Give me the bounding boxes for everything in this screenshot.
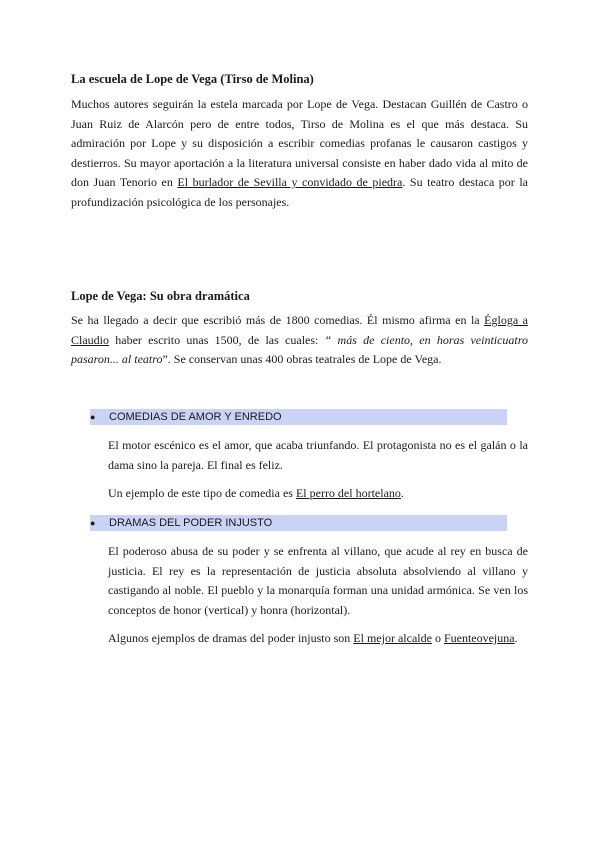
example-text-mid: o — [431, 631, 444, 645]
link-burlador-sevilla[interactable]: El burlador de Sevilla y convidado de piedra — [177, 175, 403, 189]
paragraph-lope — [71, 311, 528, 370]
paragraph-comedias-example — [108, 484, 528, 504]
paragraph-lope-text: Se ha llegado a decir que escribió más de 1800 comedias. Él mismo afirma en la — [71, 313, 485, 327]
paragraph-tirso — [71, 95, 528, 212]
link-perro-hortelano[interactable]: El perro del hortelano — [295, 486, 401, 500]
paragraph-lope-text-3: ”. Se conservan unas 400 obras teatrales de Lope de Vega. — [162, 352, 442, 366]
example-text: Algunos ejemplos de dramas del poder injusto son — [108, 631, 354, 645]
link-fuenteovejuna[interactable]: Fuenteovejuna — [443, 631, 515, 645]
paragraph-lope-text-2: haber escrito unas 1500, de las cuales: — [109, 332, 325, 347]
bullet-label-comedias: COMEDIAS DE AMOR Y ENREDO — [109, 411, 282, 423]
section-title-lope: Lope de Vega: Su obra dramática — [71, 289, 250, 303]
bullet-label-dramas: DRAMAS DEL PODER INJUSTO — [109, 517, 273, 529]
example-text-end: . — [514, 631, 518, 645]
paragraph-dramas-example — [108, 629, 528, 649]
paragraph-comedias: El motor escénico es el amor, que acaba triunfando. El protagonista no es el galán o la dama sino la pareja. El final es feliz. — [108, 438, 528, 472]
paragraph-tirso-text-end: . Su teatro destaca por la profundización psicológica de los personajes. — [71, 175, 528, 209]
paragraph-tirso-text: Muchos autores seguirán la estela marcada por Lope de Vega. Destacan Guillén de Castro o Juan Ruiz de Alarcón pero de entre todos, Tirso de Molina es el que más destaca. Su admiración por Lope y su disposición a escribir comedias profanas le causaron castigos y destierros. Su mayor aportación a la literatura universal consiste en haber dado vida al mito de don Juan Tenorio en — [71, 97, 528, 189]
quote-text: “ más de ciento, en horas veinticuatro pasaron... al teatro — [71, 332, 528, 366]
link-egloga-claudio[interactable]: Égloga a Claudio — [71, 313, 528, 347]
paragraph-dramas: El poderoso abusa de su poder y se enfrenta al villano, que acude al rey en busca de justicia. El rey es la representación de justicia absoluta absolviendo al villano y castigando al noble. El pueblo y la monarquía forman una unidad armónica. Se ven los conceptos de honor (vertical) y honra (horizontal). — [108, 544, 528, 617]
link-mejor-alcalde[interactable]: El mejor alcalde — [353, 631, 432, 645]
bullet-header-comedias — [90, 409, 507, 425]
bullet-icon: ● — [90, 518, 96, 528]
bullet-header-dramas — [90, 515, 507, 531]
bullet-icon: ● — [90, 412, 96, 422]
example-text-end: . — [400, 486, 404, 500]
example-text: Un ejemplo de este tipo de comedia es — [108, 486, 296, 500]
section-title-tirso: La escuela de Lope de Vega (Tirso de Molina) — [71, 72, 314, 86]
